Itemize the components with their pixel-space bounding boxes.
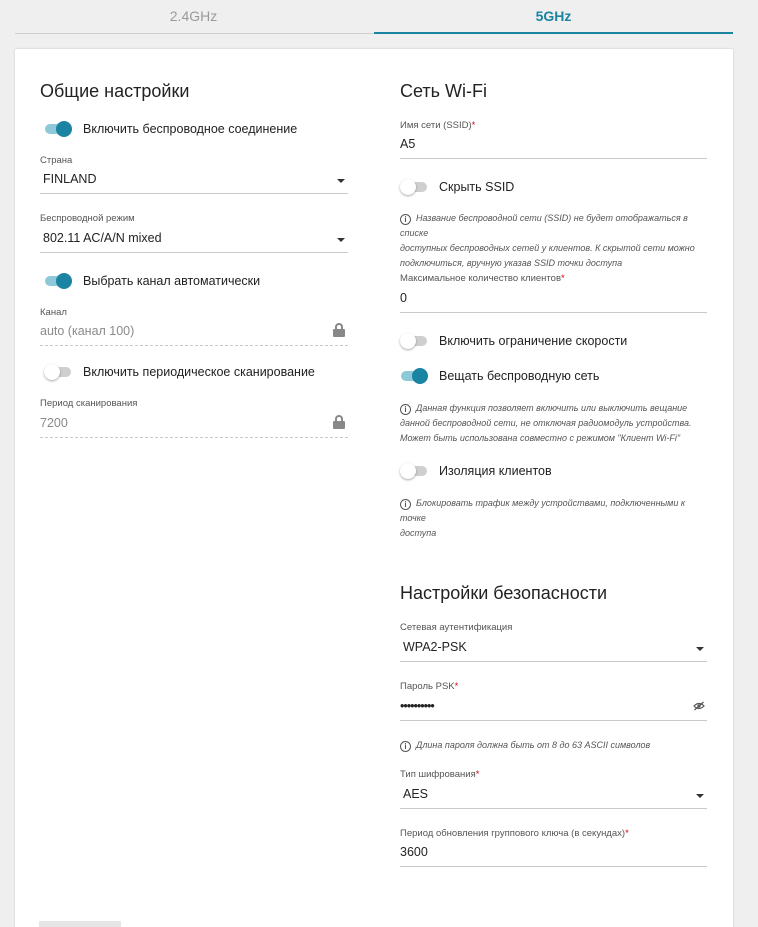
- general-settings-title: Общие настройки: [40, 81, 190, 101]
- eye-off-icon[interactable]: [693, 701, 705, 711]
- ssid-label: Имя сети (SSID)*: [400, 120, 476, 131]
- cipher-select[interactable]: [400, 783, 707, 809]
- enable-wireless-label: Включить беспроводное соединение: [83, 122, 298, 136]
- scan-period-value: 7200: [40, 416, 68, 430]
- enable-wireless-switch[interactable]: [44, 121, 72, 137]
- settings-card: [15, 49, 733, 927]
- info-icon: i: [400, 741, 411, 752]
- periodic-scan-toggle[interactable]: [44, 362, 315, 382]
- speed-limit-label: Включить ограничение скорости: [439, 334, 628, 348]
- auth-value: WPA2-PSK: [403, 640, 467, 654]
- auto-channel-toggle[interactable]: [44, 271, 260, 291]
- hide-ssid-label: Скрыть SSID: [439, 180, 515, 194]
- ssid-input[interactable]: [400, 133, 707, 159]
- speed-limit-switch[interactable]: [400, 333, 428, 349]
- broadcast-label: Вещать беспроводную сеть: [439, 369, 600, 383]
- band-tabs: [15, 0, 733, 34]
- chevron-down-icon: [696, 647, 704, 651]
- auto-channel-label: Выбрать канал автоматически: [83, 274, 261, 288]
- info-icon: i: [400, 499, 411, 510]
- max-clients-input[interactable]: [400, 287, 707, 313]
- hide-ssid-toggle[interactable]: [400, 177, 514, 197]
- max-clients-value: 0: [400, 291, 407, 305]
- wireless-mode-label: Беспроводной режим: [40, 213, 135, 224]
- tab-5ghz[interactable]: [374, 0, 733, 34]
- auth-label: Сетевая аутентификация: [400, 622, 513, 633]
- lock-icon: [333, 415, 345, 429]
- chevron-down-icon: [337, 179, 345, 183]
- wifi-section-title: Сеть Wi-Fi: [400, 81, 488, 101]
- rekey-input[interactable]: [400, 841, 707, 867]
- psk-input[interactable]: [400, 695, 707, 721]
- apply-button[interactable]: [39, 921, 121, 927]
- broadcast-hint: i Данная функция позволяет включить или выключить вещание данной беспроводной сети, не отключая радиомодуль устройства. Может быть использована совместно с режимом "Клиент Wi-Fi": [400, 403, 692, 443]
- cipher-label: Тип шифрования*: [400, 769, 480, 780]
- info-icon: i: [400, 214, 411, 225]
- broadcast-toggle[interactable]: [400, 366, 599, 386]
- periodic-scan-switch[interactable]: [44, 364, 72, 380]
- tab-2-4ghz-label: 2.4GHz: [169, 8, 218, 24]
- hide-ssid-switch[interactable]: [400, 179, 428, 195]
- ssid-value: A5: [400, 137, 416, 151]
- country-label: Страна: [40, 155, 73, 166]
- isolation-toggle[interactable]: [400, 461, 552, 481]
- channel-label: Канал: [40, 307, 67, 318]
- periodic-scan-label: Включить периодическое сканирование: [83, 365, 315, 379]
- speed-limit-toggle[interactable]: [400, 331, 627, 351]
- scan-period-field: [40, 412, 348, 438]
- tab-5ghz-label: 5GHz: [535, 8, 572, 24]
- security-section-title: Настройки безопасности: [400, 583, 608, 603]
- auto-channel-switch[interactable]: [44, 273, 72, 289]
- scan-period-label: Период сканирования: [40, 398, 138, 409]
- wireless-mode-value: 802.11 AC/A/N mixed: [43, 231, 162, 245]
- chevron-down-icon: [696, 794, 704, 798]
- auth-select[interactable]: [400, 636, 707, 662]
- isolation-hint: i Блокировать трафик между устройствами, подключенными к точке доступа: [400, 498, 686, 538]
- hide-ssid-hint: i Название беспроводной сети (SSID) не будет отображаться в списке доступных беспроводных сетей у клиентов. К скрытой сети можно подключиться, вручную указав SSID точки доступа: [400, 213, 695, 268]
- rekey-label: Период обновления группового ключа (в секундах)*: [400, 828, 629, 839]
- psk-hint: i Длина пароля должна быть от 8 до 63 ASCII символов: [400, 738, 710, 753]
- chevron-down-icon: [337, 238, 345, 242]
- lock-icon: [333, 323, 345, 337]
- country-value: FINLAND: [43, 172, 97, 186]
- rekey-value: 3600: [400, 845, 428, 859]
- channel-value: auto (канал 100): [40, 324, 135, 338]
- psk-value: ••••••••••: [400, 699, 434, 713]
- wireless-mode-select[interactable]: [40, 227, 348, 253]
- max-clients-label: Максимальное количество клиентов*: [400, 273, 565, 284]
- channel-field: [40, 320, 348, 346]
- isolation-label: Изоляция клиентов: [439, 464, 552, 478]
- psk-label: Пароль PSK*: [400, 681, 459, 692]
- enable-wireless-toggle[interactable]: [44, 119, 297, 139]
- isolation-switch[interactable]: [400, 463, 428, 479]
- info-icon: i: [400, 404, 411, 415]
- cipher-value: AES: [403, 787, 429, 801]
- broadcast-switch[interactable]: [400, 368, 428, 384]
- tab-2-4ghz[interactable]: [15, 0, 374, 34]
- country-select[interactable]: [40, 168, 348, 194]
